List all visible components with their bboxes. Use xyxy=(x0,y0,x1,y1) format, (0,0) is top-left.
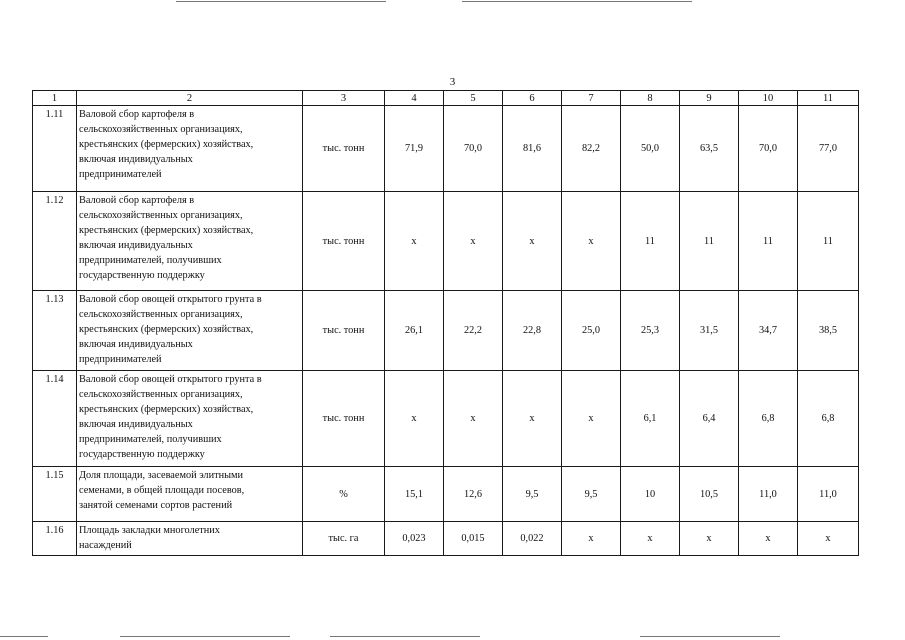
description-line: сельскохозяйственных организациях, xyxy=(79,124,243,135)
value-cell: 9,5 xyxy=(562,467,621,522)
value-cell: х xyxy=(562,192,621,291)
header-cell: 1 xyxy=(33,91,77,106)
value-cell: 70,0 xyxy=(739,106,798,192)
description-line: государственную поддержку xyxy=(79,449,205,460)
row-number: 1.12 xyxy=(33,192,77,291)
description-line: Доля площади, засеваемой элитными xyxy=(79,470,244,481)
value-cell: х xyxy=(739,522,798,556)
scan-artifact-bottom-1 xyxy=(0,636,48,637)
description-line: насаждений xyxy=(79,540,132,551)
header-cell: 11 xyxy=(798,91,859,106)
row-number: 1.14 xyxy=(33,371,77,467)
unit-cell: % xyxy=(303,467,385,522)
value-cell: х xyxy=(562,371,621,467)
table-header-row xyxy=(33,91,859,106)
unit-cell: тыс. тонн xyxy=(303,371,385,467)
unit-cell: тыс. тонн xyxy=(303,291,385,371)
value-cell: 70,0 xyxy=(444,106,503,192)
row-description xyxy=(77,467,303,522)
header-cell: 3 xyxy=(303,91,385,106)
header-cell: 2 xyxy=(77,91,303,106)
description-line: сельскохозяйственных организациях, xyxy=(79,210,243,221)
indicators-table xyxy=(32,90,859,556)
value-cell: 9,5 xyxy=(503,467,562,522)
value-cell: 25,3 xyxy=(621,291,680,371)
header-cell: 6 xyxy=(503,91,562,106)
scan-artifact-top-1 xyxy=(176,1,386,2)
value-cell: 50,0 xyxy=(621,106,680,192)
description-line: предпринимателей, получивших xyxy=(79,434,222,445)
scan-artifact-bottom-2 xyxy=(120,636,290,637)
value-cell: х xyxy=(444,192,503,291)
value-cell: х xyxy=(503,192,562,291)
value-cell: 6,8 xyxy=(798,371,859,467)
description-line: сельскохозяйственных организациях, xyxy=(79,309,243,320)
value-cell: 31,5 xyxy=(680,291,739,371)
table-row xyxy=(33,371,859,467)
description-line: предпринимателей xyxy=(79,169,162,180)
value-cell: 10,5 xyxy=(680,467,739,522)
row-number: 1.15 xyxy=(33,467,77,522)
unit-cell: тыс. тонн xyxy=(303,192,385,291)
value-cell: 0,022 xyxy=(503,522,562,556)
header-cell: 5 xyxy=(444,91,503,106)
row-description xyxy=(77,371,303,467)
value-cell: 12,6 xyxy=(444,467,503,522)
description-line: предпринимателей, получивших xyxy=(79,255,222,266)
description-line: Валовой сбор картофеля в xyxy=(79,195,195,206)
header-cell: 7 xyxy=(562,91,621,106)
value-cell: х xyxy=(621,522,680,556)
description-line: семенами, в общей площади посевов, xyxy=(79,485,245,496)
value-cell: х xyxy=(385,192,444,291)
value-cell: 63,5 xyxy=(680,106,739,192)
description-line: крестьянских (фермерских) хозяйствах, xyxy=(79,324,254,335)
header-cell: 8 xyxy=(621,91,680,106)
value-cell: 25,0 xyxy=(562,291,621,371)
value-cell: х xyxy=(503,371,562,467)
description-line: занятой семенами сортов растений xyxy=(79,500,233,511)
description-line: крестьянских (фермерских) хозяйствах, xyxy=(79,404,254,415)
table-row xyxy=(33,192,859,291)
value-cell: 10 xyxy=(621,467,680,522)
row-number: 1.16 xyxy=(33,522,77,556)
description-line: Площадь закладки многолетних xyxy=(79,525,220,536)
value-cell: х xyxy=(798,522,859,556)
description-line: государственную поддержку xyxy=(79,270,205,281)
row-description xyxy=(77,291,303,371)
description-line: Валовой сбор картофеля в xyxy=(79,109,195,120)
value-cell: 6,8 xyxy=(739,371,798,467)
table-row xyxy=(33,291,859,371)
value-cell: 6,1 xyxy=(621,371,680,467)
value-cell: 71,9 xyxy=(385,106,444,192)
table-row xyxy=(33,467,859,522)
unit-cell: тыс. га xyxy=(303,522,385,556)
value-cell: 77,0 xyxy=(798,106,859,192)
page-number: 3 xyxy=(449,76,456,88)
description-line: включая индивидуальных xyxy=(79,339,193,350)
unit-cell: тыс. тонн xyxy=(303,106,385,192)
scan-artifact-bottom-3 xyxy=(330,636,480,637)
description-line: включая индивидуальных xyxy=(79,154,193,165)
description-line: крестьянских (фермерских) хозяйствах, xyxy=(79,139,254,150)
description-line: предпринимателей xyxy=(79,354,162,365)
value-cell: 26,1 xyxy=(385,291,444,371)
value-cell: 15,1 xyxy=(385,467,444,522)
description-line: включая индивидуальных xyxy=(79,419,193,430)
value-cell: 0,023 xyxy=(385,522,444,556)
value-cell: 11 xyxy=(798,192,859,291)
value-cell: 81,6 xyxy=(503,106,562,192)
value-cell: 38,5 xyxy=(798,291,859,371)
table-row xyxy=(33,106,859,192)
table-row xyxy=(33,522,859,556)
row-description xyxy=(77,106,303,192)
row-description xyxy=(77,522,303,556)
value-cell: х xyxy=(680,522,739,556)
description-line: крестьянских (фермерских) хозяйствах, xyxy=(79,225,254,236)
value-cell: 6,4 xyxy=(680,371,739,467)
value-cell: 22,2 xyxy=(444,291,503,371)
header-cell: 9 xyxy=(680,91,739,106)
scan-artifact-bottom-4 xyxy=(640,636,780,637)
description-line: включая индивидуальных xyxy=(79,240,193,251)
row-description xyxy=(77,192,303,291)
description-line: Валовой сбор овощей открытого грунта в xyxy=(79,374,262,385)
description-line: Валовой сбор овощей открытого грунта в xyxy=(79,294,262,305)
row-number: 1.11 xyxy=(33,106,77,192)
value-cell: 11 xyxy=(621,192,680,291)
value-cell: 11 xyxy=(680,192,739,291)
value-cell: х xyxy=(562,522,621,556)
row-number: 1.13 xyxy=(33,291,77,371)
header-cell: 4 xyxy=(385,91,444,106)
value-cell: х xyxy=(444,371,503,467)
scan-artifact-top-2 xyxy=(462,1,692,2)
value-cell: 22,8 xyxy=(503,291,562,371)
value-cell: 34,7 xyxy=(739,291,798,371)
value-cell: 11,0 xyxy=(739,467,798,522)
value-cell: 82,2 xyxy=(562,106,621,192)
value-cell: 0,015 xyxy=(444,522,503,556)
value-cell: 11 xyxy=(739,192,798,291)
description-line: сельскохозяйственных организациях, xyxy=(79,389,243,400)
value-cell: 11,0 xyxy=(798,467,859,522)
header-cell: 10 xyxy=(739,91,798,106)
value-cell: х xyxy=(385,371,444,467)
